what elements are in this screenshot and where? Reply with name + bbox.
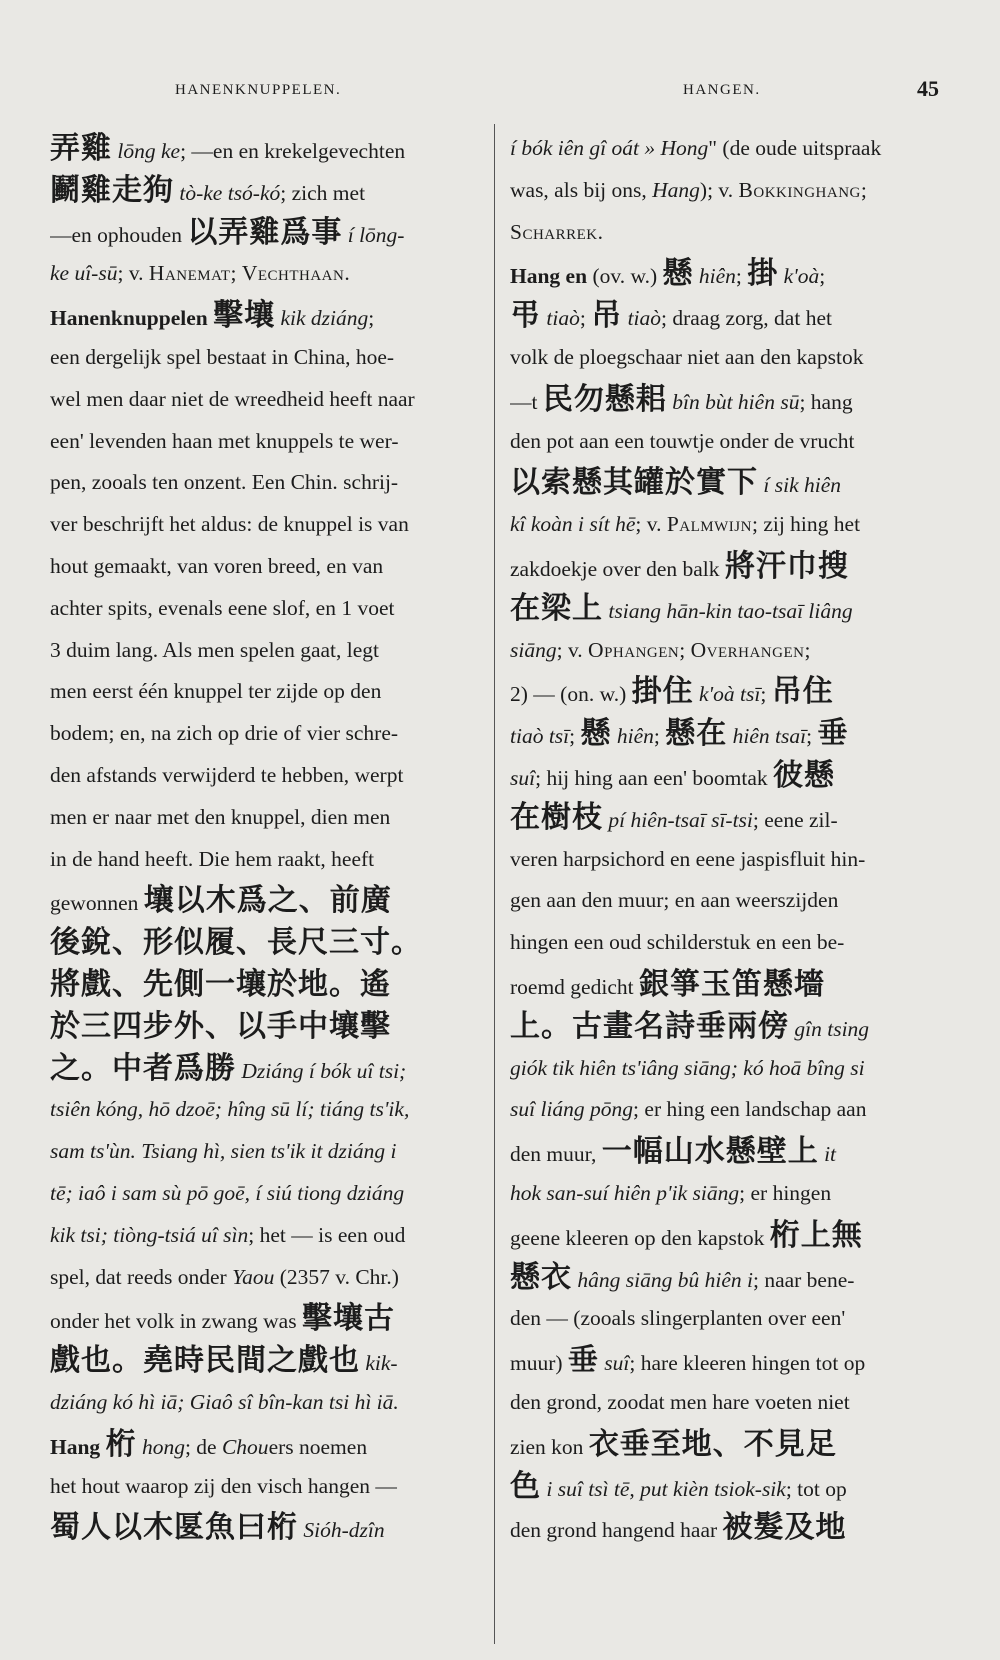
text-run: onder het volk in zwang was [50, 1309, 302, 1334]
text-run: den pot aan een touwtje onder de vrucht [510, 428, 855, 453]
text-run: (2357 v. Chr.) [274, 1264, 399, 1289]
text-run: ; [230, 261, 242, 286]
romanization: Sióh-dzîn [298, 1518, 385, 1543]
left-column-text-line [50, 1424, 482, 1466]
left-column-text-line [50, 379, 482, 421]
chinese-characters: 懸在 [665, 716, 728, 752]
text-run: ; v. [635, 512, 667, 537]
text-run: (ov. w.) [587, 264, 663, 289]
right-column-text-line [510, 1507, 942, 1549]
text-run: was, als bij ons, [510, 177, 653, 202]
right-column-text-line [510, 212, 942, 254]
romanization: hok san-suí hiên p'ik siāng [510, 1180, 740, 1205]
romanization: tsiên kóng, hō dzoē; hîng sū lí; tiáng ts'ik, [50, 1097, 410, 1122]
left-column-text-line [50, 964, 482, 1006]
text-run: ; [569, 724, 581, 749]
chinese-characters: 蜀人以木匽魚曰桁 [50, 1510, 298, 1546]
left-column-text-line [50, 1466, 482, 1508]
cross-reference: Palmwijn [666, 512, 752, 537]
romanization: í sik hiên [758, 473, 841, 498]
text-run: ; [819, 264, 826, 289]
left-column-text-line [50, 212, 482, 254]
left-column-text-line [50, 1507, 482, 1549]
chinese-characters: 垂 [567, 1343, 599, 1379]
text-run: ; [760, 682, 772, 707]
chinese-characters: 銀箏玉笛懸墻 [638, 966, 825, 1002]
left-column [50, 128, 482, 1549]
right-column-text-line [510, 839, 942, 881]
text-run: ; [679, 637, 691, 662]
running-header-center: HANGEN. [683, 82, 761, 98]
left-column-text-line [50, 1131, 482, 1173]
chinese-characters: 將汗巾搜 [724, 548, 849, 584]
chinese-characters: 弔 [510, 298, 541, 334]
right-column-text-line [510, 1215, 942, 1257]
text-run: in de hand heeft. Die hem raakt, heeft [50, 846, 375, 871]
chinese-characters: 於三四步外、以手中壤擊 [50, 1008, 391, 1044]
right-column-text-line [510, 964, 942, 1006]
chinese-characters: 垂 [817, 716, 849, 752]
chinese-characters: 衣垂至地、不見足 [588, 1426, 837, 1462]
text-run: men er naar met den knuppel, dien men [50, 804, 391, 829]
text-run: pen, zooals ten onzent. Een Chin. schrij- [50, 470, 399, 495]
chinese-characters: 掛住 [631, 674, 694, 710]
text-run: ; tot op [785, 1476, 847, 1501]
entry-headword: Hanenknuppelen [50, 306, 214, 331]
romanization: kik tsi; tiòng-tsiá uî sìn [50, 1222, 249, 1247]
text-run: ; [806, 724, 818, 749]
right-column-text-line [510, 546, 942, 588]
romanization: tiaò [541, 306, 580, 331]
left-column-text-line [50, 630, 482, 672]
text-run: den grond hangend haar [510, 1518, 723, 1543]
romanization: it [818, 1142, 837, 1167]
text-run: den — (zooals slingerplanten over een' [510, 1306, 846, 1331]
text-run: ; [804, 637, 811, 662]
chinese-characters: 在樹枝 [510, 799, 603, 835]
left-column-text-line [50, 880, 482, 922]
left-column-text-line [50, 1006, 482, 1048]
right-column-text-line [510, 1089, 942, 1131]
right-column-text-line [510, 797, 942, 839]
text-run: ers noemen [268, 1434, 368, 1459]
text-run: . [344, 261, 350, 286]
romanization: kik dziáng [275, 306, 369, 331]
romanization: sam ts'ùn. Tsiang hì, sien ts'ik it dziáng i [50, 1139, 397, 1164]
romanization: tiaò [622, 306, 662, 331]
romanization: Hang [652, 177, 700, 202]
text-run: zakdoekje over den balk [510, 556, 725, 581]
chinese-characters: 以弄雞爲事 [187, 214, 343, 250]
text-run: een' levenden haan met knuppels te wer- [50, 428, 399, 453]
left-column-text-line [50, 839, 482, 881]
left-column-text-line [50, 922, 482, 964]
chinese-characters: 彼懸 [773, 757, 836, 793]
chinese-characters: 掛 [747, 256, 779, 292]
left-column-text-line [50, 504, 482, 546]
right-column-text-line [510, 922, 942, 964]
right-column-text-line [510, 1006, 942, 1048]
text-run: ; het — is een oud [248, 1222, 406, 1247]
right-column [510, 128, 942, 1549]
text-run: den muur, [510, 1142, 602, 1167]
right-column-text-line [510, 128, 942, 170]
entry-headword: Hang [50, 1434, 106, 1459]
text-run: den afstands verwijderd te hebben, werpt [50, 762, 404, 787]
left-column-text-line [50, 253, 482, 295]
text-run: spel, dat reeds onder [50, 1264, 233, 1289]
text-run: —t [510, 389, 543, 414]
text-run: ; hang [799, 389, 853, 414]
text-run: ver beschrijft het aldus: de knuppel is van [50, 512, 409, 537]
left-column-text-line [50, 1298, 482, 1340]
romanization: bîn bùt hiên sū [666, 389, 800, 414]
romanization: suî [510, 765, 536, 790]
text-run: hout gemaakt, van voren breed, en van [50, 553, 384, 578]
right-column-text-line [510, 1131, 942, 1173]
right-column-text-line [510, 1466, 942, 1508]
right-column-text-line [510, 880, 942, 922]
text-run: roemd gedicht [510, 974, 639, 999]
left-column-text-line [50, 337, 482, 379]
chinese-characters: 懸 [662, 256, 694, 292]
text-run: geene kleeren op den kapstok [510, 1225, 770, 1250]
chinese-characters: 民勿懸耜 [542, 381, 667, 417]
chinese-characters: 壤以木爲之、前廣 [143, 883, 392, 919]
right-column-text-line [510, 1382, 942, 1424]
romanization: tiaò tsī [510, 724, 570, 749]
text-run: ; naar bene- [752, 1267, 855, 1292]
romanization: tò-ke tsó-kó [174, 180, 281, 205]
chinese-characters: 在梁上 [510, 590, 603, 626]
text-run: bodem; en, na zich op drie of vier schre- [50, 721, 399, 746]
text-run: gen aan den muur; en aan weerszijden [510, 888, 839, 913]
romanization: lōng ke [112, 139, 181, 163]
romanization: hâng siāng bû hiên i [572, 1267, 753, 1292]
left-column-text-line [50, 588, 482, 630]
text-run: hingen een oud schilderstuk en een be- [510, 930, 845, 955]
text-run: ; [735, 264, 748, 289]
romanization: í bók iên gî oát » Hong [510, 136, 709, 160]
chinese-characters: 擊壤 [213, 298, 276, 334]
chinese-characters: 吊住 [771, 674, 834, 710]
chinese-characters: 一幅山水懸壁上 [601, 1134, 819, 1170]
romanization: kik- [360, 1351, 398, 1376]
text-run: " (de oude uitspraak [708, 136, 882, 160]
romanization: ke uî-sū [50, 261, 118, 286]
right-column-text-line [510, 295, 942, 337]
running-header-left: HANENKNUPPELEN. [175, 82, 342, 98]
text-run: ; er hingen [739, 1180, 832, 1205]
cross-reference: Scharrek [510, 219, 598, 244]
romanization: Chou [221, 1434, 269, 1459]
romanization: hiên tsaī [727, 724, 807, 749]
romanization: k'oà [778, 264, 820, 289]
text-run: een dergelijk spel bestaat in China, hoe- [50, 344, 395, 369]
text-run: ; zij hing het [751, 512, 861, 537]
chinese-characters: 吊 [591, 298, 623, 334]
right-column-text-line [510, 588, 942, 630]
right-column-text-line [510, 1340, 942, 1382]
romanization: hiên [693, 264, 736, 289]
romanization: giók tik hiên ts'iâng siāng; kó hoā bîng si [510, 1055, 865, 1080]
romanization: tsiang hān-kin tao-tsaī liâng [603, 598, 853, 623]
cross-reference: Bokkinghang [738, 177, 861, 202]
right-column-text-line [510, 1424, 942, 1466]
chinese-characters: 戲也。堯時民間之戲也 [50, 1343, 360, 1379]
romanization: tē; iaô i sam sù pō goē, í siú tiong dziáng [50, 1180, 405, 1205]
text-run: ; v. [556, 637, 589, 662]
page-number: 45 [917, 76, 939, 101]
text-run: 3 duim lang. Als men spelen gaat, legt [50, 637, 380, 662]
chinese-characters: 色 [510, 1468, 541, 1504]
right-column-text-line [510, 170, 942, 212]
chinese-characters: 後銳、形似履、長尺三寸。 [50, 925, 422, 961]
romanization: í lōng- [342, 222, 405, 247]
text-run: men eerst één knuppel ter zijde op den [50, 679, 382, 704]
romanization: i suî tsì tē, put kièn tsiok-sik [541, 1476, 786, 1501]
text-run: den grond, zoodat men hare voeten niet [510, 1389, 850, 1414]
romanization: Yaou [232, 1264, 275, 1289]
romanization: pí hiên-tsaī sī-tsi [603, 807, 753, 832]
right-column-text-line [510, 462, 942, 504]
romanization: siāng [510, 637, 557, 662]
romanization: suî [598, 1351, 630, 1376]
text-run: 2) — (on. w.) [510, 682, 632, 707]
chinese-characters: 上。古畫名詩垂兩傍 [510, 1008, 789, 1044]
chinese-characters: 將戲、先側一壤於地。遙 [50, 966, 391, 1002]
cross-reference: Overhangen [690, 637, 805, 662]
text-run: ; draag zorg, dat het [661, 306, 832, 331]
left-column-text-line [50, 421, 482, 463]
text-run: ; hare kleeren hingen tot op [629, 1351, 866, 1376]
text-run: het hout waarop zij den visch hangen — [50, 1473, 397, 1498]
left-column-text-line [50, 1257, 482, 1299]
cross-reference: Vechthaan [241, 261, 345, 286]
left-column-text-line [50, 1215, 482, 1257]
left-column-text-line [50, 128, 482, 170]
left-column-text-line [50, 295, 482, 337]
right-column-text-line [510, 421, 942, 463]
right-column-text-line [510, 1257, 942, 1299]
text-run: ; —en en krekelgevechten [180, 139, 406, 163]
right-column-text-line [510, 713, 942, 755]
text-run: veren harpsichord en eene jaspisfluit hin- [510, 846, 866, 871]
left-column-text-line [50, 713, 482, 755]
chinese-characters: 鬬雞走狗 [50, 172, 174, 208]
right-column-text-line [510, 1173, 942, 1215]
romanization: gîn tsing [789, 1016, 870, 1041]
text-run: zien kon [510, 1434, 589, 1459]
left-column-text-line [50, 797, 482, 839]
chinese-characters: 桁 [105, 1426, 137, 1462]
romanization: suî liáng pōng [510, 1097, 634, 1122]
text-run: ; hij hing aan een' boomtak [535, 765, 774, 790]
chinese-characters: 桁上無 [769, 1217, 863, 1253]
right-column-text-line [510, 379, 942, 421]
chinese-characters: 擊壤古 [301, 1301, 395, 1337]
text-run: ; [653, 724, 666, 749]
chinese-characters: 懸衣 [510, 1259, 572, 1295]
left-column-text-line [50, 1340, 482, 1382]
column-divider [494, 124, 495, 1644]
text-run: muur) [510, 1351, 568, 1376]
right-column-text-line [510, 671, 942, 713]
text-run: ; [368, 306, 375, 331]
left-column-text-line [50, 170, 482, 212]
left-column-text-line [50, 546, 482, 588]
left-column-text-line [50, 1173, 482, 1215]
cross-reference: Ophangen [588, 637, 680, 662]
text-run: ); v. [699, 177, 739, 202]
chinese-characters: 懸 [580, 716, 612, 752]
left-column-text-line [50, 671, 482, 713]
text-run: —en ophouden [50, 222, 188, 247]
text-run: ; eene zil- [752, 807, 838, 832]
romanization: hiên [611, 724, 654, 749]
chinese-characters: 被髮及地 [722, 1510, 847, 1546]
right-column-text-line [510, 504, 942, 546]
text-run: ; er hing een landschap aan [633, 1097, 867, 1122]
left-column-text-line [50, 1048, 482, 1090]
text-run: achter spits, evenals eene slof, en 1 voet [50, 595, 395, 620]
left-column-text-line [50, 1089, 482, 1131]
right-column-text-line [510, 630, 942, 672]
romanization: hong [136, 1434, 185, 1459]
entry-headword: Hang en [510, 264, 588, 289]
chinese-characters: 弄雞 [50, 131, 112, 166]
romanization: k'oà tsī [693, 682, 761, 707]
right-column-text-line [510, 755, 942, 797]
left-column-text-line [50, 755, 482, 797]
text-run: ; de [184, 1434, 222, 1459]
left-column-text-line [50, 1382, 482, 1424]
romanization: Dziáng í bók uî tsi; [236, 1058, 407, 1083]
romanization: kî koàn i sít hē [510, 512, 636, 537]
text-run: volk de ploegschaar niet aan den kapstok [510, 344, 864, 369]
cross-reference: Hanemat [148, 261, 231, 286]
text-run: . [597, 219, 604, 244]
right-column-text-line [510, 253, 942, 295]
text-run: gewonnen [50, 891, 144, 916]
left-column-text-line [50, 462, 482, 504]
text-run: ; v. [117, 261, 149, 286]
right-column-text-line [510, 337, 942, 379]
right-column-text-line [510, 1048, 942, 1090]
chinese-characters: 以索懸其罐於實下 [510, 465, 758, 501]
chinese-characters: 之。中者爲勝 [50, 1050, 236, 1086]
text-run: ; zich met [280, 180, 366, 205]
text-run: ; [860, 177, 867, 202]
romanization: dziáng kó hì iā; Giaô sî bîn-kan tsi hì iā. [50, 1389, 399, 1414]
text-run: ; [579, 306, 592, 331]
text-run: wel men daar niet de wreedheid heeft naar [50, 386, 415, 411]
right-column-text-line [510, 1298, 942, 1340]
